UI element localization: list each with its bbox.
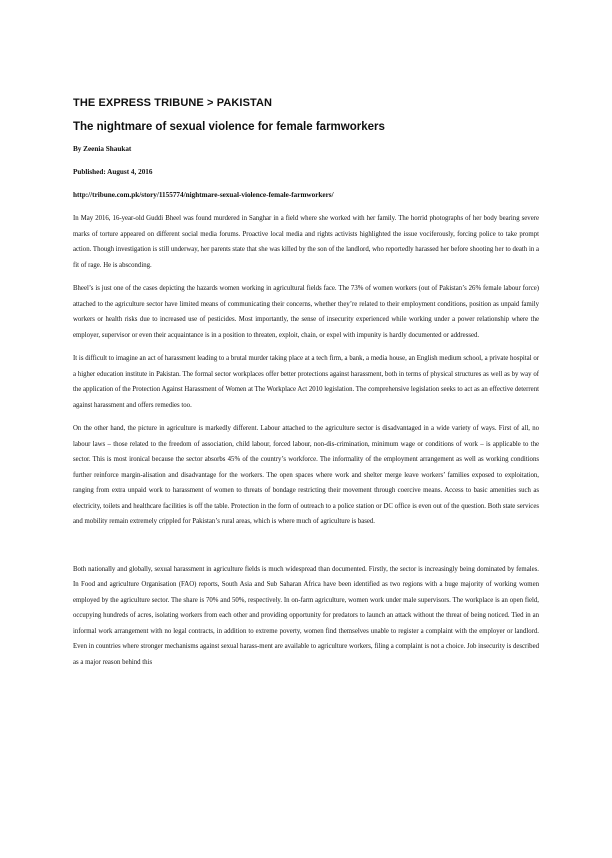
paragraph-1: In May 2016, 16-year-old Guddi Bheel was found murdered in Sanghar in a field where she worked with her family. The horrid photographs of her body bearing severe marks of torture appeared on different social media forums. Proactive local media and rights activists highlighted the issue vociferously, forcing police to take prompt action. Though investigation is still underway, her parents state that she was killed by the son of the landlord, who reportedly harassed her before shooting her to death in a fit of rage. He is absconding. — [73, 215, 539, 269]
paragraph-3: It is difficult to imagine an act of harassment leading to a brutal murder taking place at a tech firm, a bank, a media house, an English medium school, a private hospital or a higher education institute in Pakistan. The formal sector workplaces offer better protections against harassment, both in terms of physical structures as well as by way of the application of the Protection Against Harassment of Women at The Workplace Act 2010 legislation. The comprehensive legislation seeks to act as an effective deterrent against harassment and offers remedies too. — [73, 355, 539, 409]
article-byline: By Zeenia Shaukat — [73, 145, 132, 153]
article — [73, 97, 539, 678]
paragraph-2: Bheel’s is just one of the cases depicting the hazards women working in agricultural fields face. The 73% of women workers (out of Pakistan’s 26% female labour force) attached to the agriculture sector have limited means of communicating their concerns, whether they’re related to their employment conditions, position as unpaid family workers or health risks due to increased use of pesticides. Most importantly, the sense of insecurity experienced while working under a power relationship where the employer, supervisor or even their acquaintance is in a position to threaten, exploit, chain, or expel with impunity is hardly documented or addressed. — [73, 285, 539, 339]
article-title: The nightmare of sexual violence for female farmworkers — [73, 121, 385, 133]
paragraph-5: Both nationally and globally, sexual harassment in agriculture fields is much widespread than documented. Firstly, the sector is increasingly being dominated by females. In Food and agriculture Organisation (FAO) reports, South Asia and Sub Saharan Africa have been identified as two regions with a huge majority of working women employed by the agriculture sector. The share is 70% and 50%, respectively. In on-farm agriculture, women work under male supervisors. The workplace is an open field, occupying hundreds of acres, isolating workers from each other and providing opportunity for predators to launch an attack without the threat of being noticed. Tied in an informal work arrangement with no legal contracts, in addition to extreme poverty, women find themselves unable to register a complaint with the employer or landlord. Even in countries where stronger mechanisms against sexual harass-ment are available to agriculture workers, filing a complaint is not a choice. Job insecurity is described as a major reason behind this — [73, 565, 539, 666]
section-breadcrumb: THE EXPRESS TRIBUNE > PAKISTAN — [73, 97, 273, 109]
paragraph-gap — [73, 538, 539, 562]
publish-date: Published: August 4, 2016 — [73, 168, 153, 176]
paragraph-4: On the other hand, the picture in agriculture is markedly different. Labour attached to the agriculture sector is disadvantaged in a wide variety of ways. First of all, no labour laws – those related to the freedom of association, child labour, forced labour, non-dis-crimination, minimum wage or conditions of work – is applicable to the sector. This is most ironical because the sector absorbs 45% of the country’s workforce. The informality of the employment arrangement as well as working conditions further reinforce margin-alisation and disadvantage for the workers. The open spaces where work and shelter merge leave workers’ families exposed to exploitation, ranging from extra unpaid work to harassment of women to threats of bondage restricting their movement through coercive means. Access to basic amenities such as electricity, toilets and healthcare facilities is off the table. Protection in the form of outreach to a police station or DC office is even out of the question. Both state services and mobility remain extremely crippled for Pakistan’s rural areas, which is where much of agriculture is based. — [73, 425, 539, 525]
article-url: http://tribune.com.pk/story/1155774/nightmare-sexual-violence-female-farmworkers/ — [73, 191, 334, 199]
